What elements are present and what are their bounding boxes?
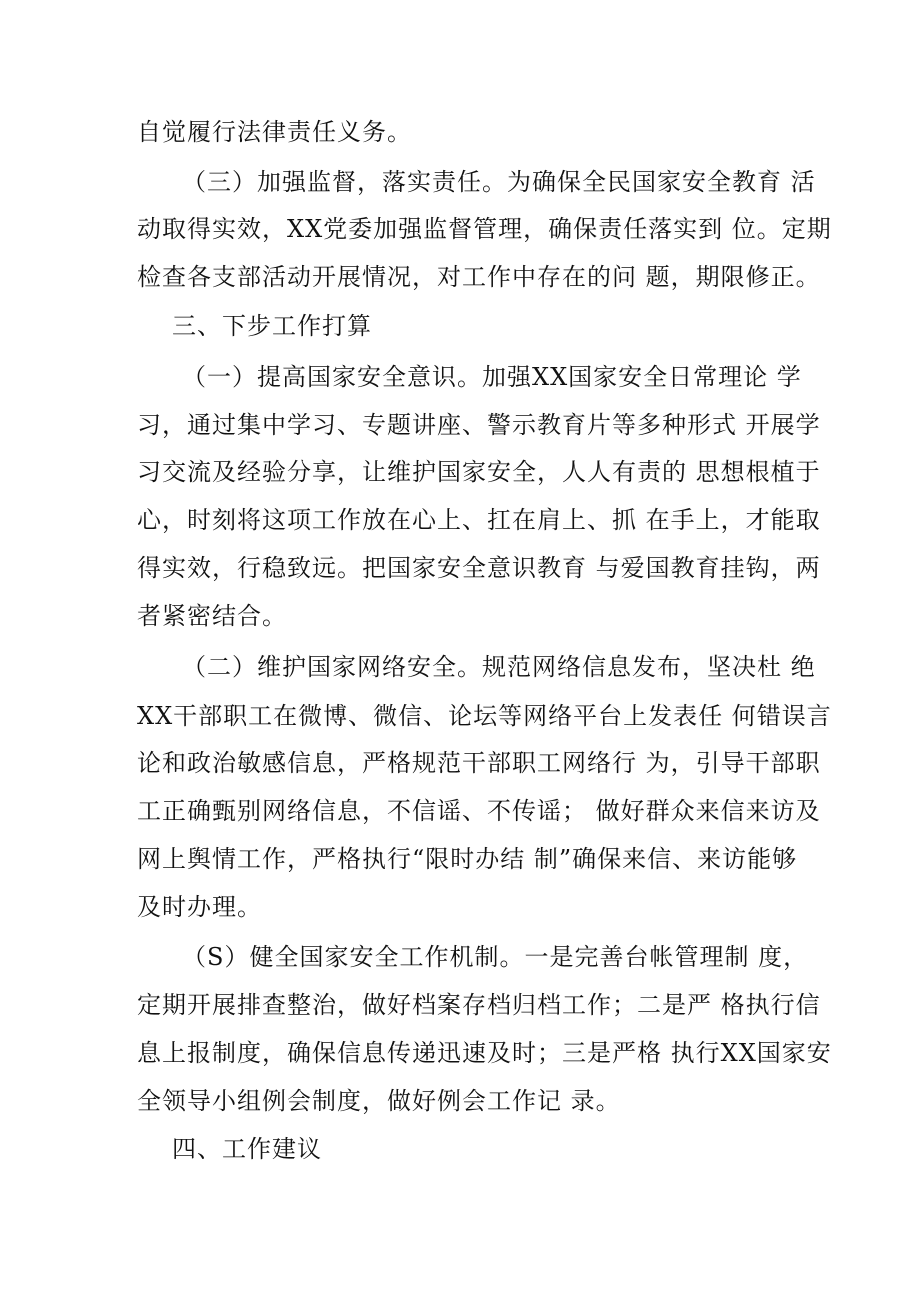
text-line: 全领导小组例会制度，做好例会工作记 录。 (137, 1087, 621, 1115)
text-line: 息上报制度，确保信息传递迅速及时；三是严格 执行XX国家安 (137, 1039, 832, 1067)
text-line: 心，时刻将这项工作放在心上、扛在肩上、抓 在手上，才能取 (137, 506, 821, 534)
text-line: 及时办理。 (137, 893, 262, 921)
text-line: 检查各支部活动开展情况，对工作中存在的问 题，期限修正。 (137, 263, 821, 291)
text-line: 动取得实效，XX党委加强监督管理，确保责任落实到 位。定期 (137, 215, 832, 243)
section-heading: 四、工作建议 (172, 1135, 322, 1163)
text-line: 习，通过集中学习、专题讲座、警示教育片等多种形式 开展学 (137, 411, 821, 439)
section-heading: 三、下步工作打算 (172, 312, 372, 340)
text-line: （一）提高国家安全意识。加强XX国家安全日常理论 学 (182, 363, 802, 391)
text-line: （S）健全国家安全工作机制。一是完善台帐管理制 度， (182, 943, 809, 971)
text-line: （二）维护国家网络安全。规范网络信息发布，坚决杜 绝 (182, 653, 816, 681)
text-line: 自觉履行法律责任义务。 (137, 118, 412, 146)
text-line: 论和政治敏感信息，严格规范干部职工网络行 为，引导干部职 (137, 749, 821, 777)
text-line: 定期开展排查整治，做好档案存档归档工作；二是严 格执行信 (137, 991, 821, 1019)
text-line: 网上舆情工作，严格执行“限时办结 制”确保来信、来访能够 (137, 845, 798, 873)
text-line: 工正确甄别网络信息，不信谣、不传谣； 做好群众来信来访及 (137, 797, 821, 825)
text-line: XX干部职工在微博、微信、论坛等网络平台上发表任 何错误言 (137, 702, 832, 730)
text-line: （三）加强监督，落实责任。为确保全民国家安全教育 活 (182, 168, 816, 196)
text-line: 者紧密结合。 (137, 602, 287, 630)
text-line: 习交流及经验分享，让维护国家安全，人人有责的 思想根植于 (137, 458, 821, 486)
text-line: 得实效，行稳致远。把国家安全意识教育 与爱国教育挂钩，两 (137, 554, 821, 582)
